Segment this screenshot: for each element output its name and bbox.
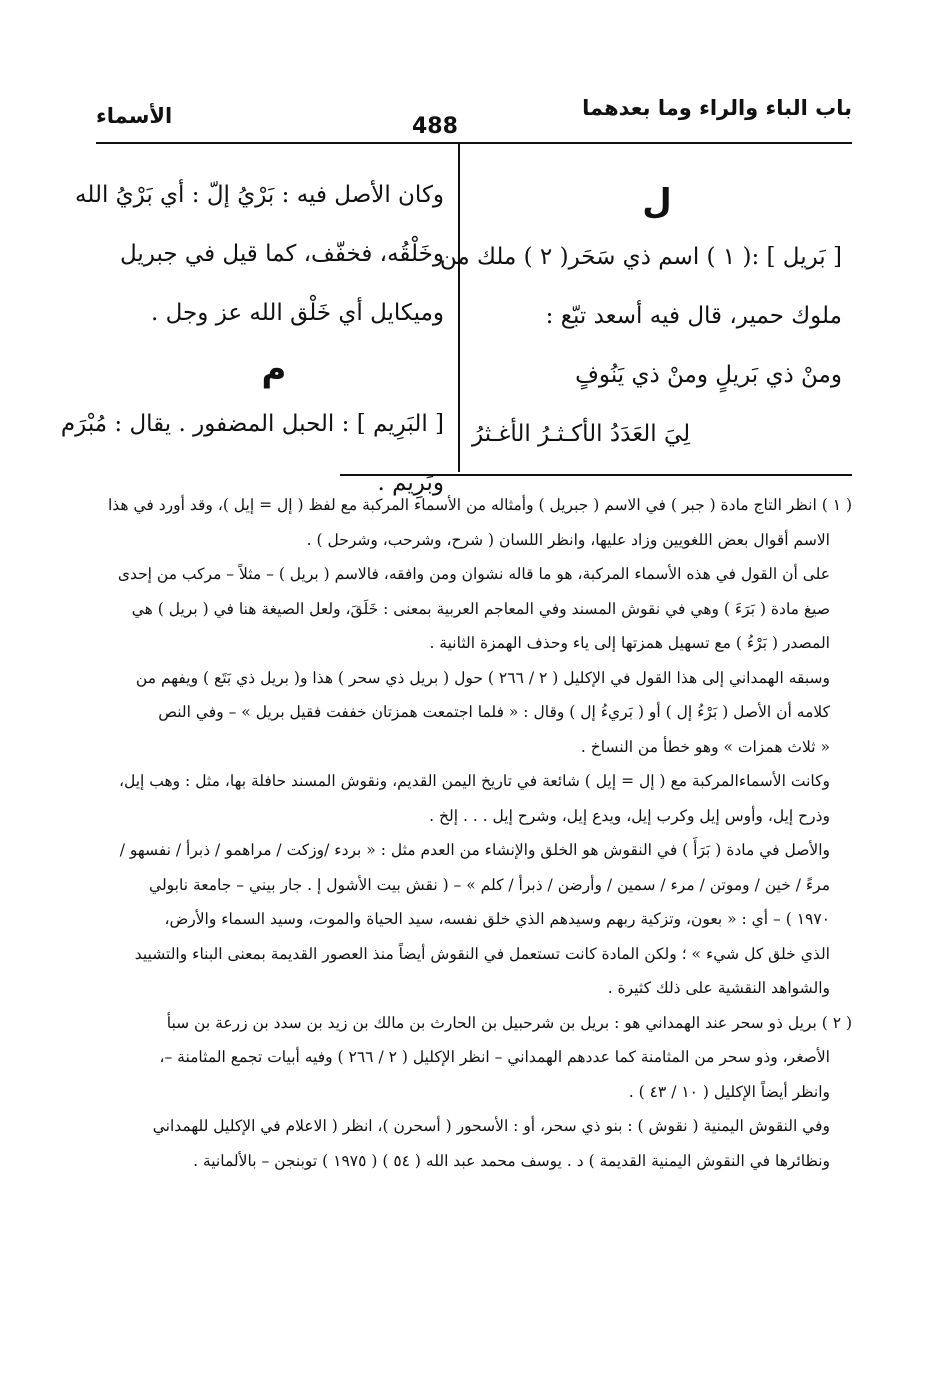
- letter-heading-lam: ل: [642, 182, 672, 222]
- footnote-line: كلامه أن الأصل ( بَرْءُ إل ) أو ( بَريءُ إل ) وقال : « فلما اجتمعت همزتان خففت فقيل بريل » – وفي النص: [158, 703, 830, 721]
- footnote-line: والأصل في مادة ( بَرَأَ ) في النقوش هو الخلق والإنشاء من العدم مثل : « بردء /وزكت / مراهمو / ذبرأ / نفسهو /: [119, 841, 830, 859]
- section-title: باب الباء والراء وما بعدهما: [582, 96, 852, 120]
- footnote-line: وانظر أيضاً الإكليل ( ١٠ / ٤٣ ) .: [628, 1082, 830, 1101]
- footnote-line: وفي النقوش اليمنية ( نقوش ) : بنو ذي سحر، أو : الأسحور ( أسحرن )، انظر ( الاعلام في الإكليل للهمداني: [152, 1117, 830, 1135]
- origin-paragraph-line-2: وخَلْقُه، فخفّف، كما قيل في جبريل: [119, 241, 444, 267]
- origin-paragraph-line-1: وكان الأصل فيه : بَرْيُ إلّ : أي بَرْيُ الله: [75, 182, 444, 208]
- header-rule: [96, 142, 852, 144]
- footnote-line: الأصغر، وذو سحر من المثامنة كما عددهم الهمداني – انظر الإكليل ( ٢ / ٢٦٦ ) وفيه أبيات تجمع المثامنة –،: [159, 1048, 830, 1066]
- entry-bareel-line-1: [ بَريل ] :( ١ ) اسم ذي سَحَر( ٢ ) ملك من: [439, 244, 842, 270]
- footnotes: [96, 488, 852, 1178]
- footnote-line: الذي خلق كل شيء » ؛ ولكن المادة كانت تستعمل في النقوش أيضاً منذ العصور القديمة بمعنى البناء والتشييد: [134, 944, 830, 963]
- entry-bareem-line-1: [ البَرِيم ] : الحبل المضفور . يقال : مُبْرَم: [60, 411, 444, 437]
- origin-paragraph-line-3: وميكايل أي خَلْق الله عز وجل .: [151, 300, 444, 326]
- footnote-line: والشواهد النقشية على ذلك كثيرة .: [607, 979, 830, 997]
- footnote-line: « ثلاث همزات » وهو خطأ من النساخ .: [580, 737, 830, 756]
- footnote-line: وسبقه الهمداني إلى هذا القول في الإكليل ( ٢ / ٢٦٦ ) حول ( بريل ذي سحر ) هذا و( بريل ذي بَتَع ) ويفهم من: [135, 668, 830, 687]
- column-divider: [458, 144, 460, 472]
- footnote-line: مرءً / خين / وموتن / مرء / سمين / وأرضن / ذبرأ / كلم » – ( نقش بيت الأشول إ . جار بيني – جامعة نابولي: [149, 875, 830, 894]
- verse-line-1: ومنْ ذي بَريلٍ ومنْ ذي يَنُوفٍ: [575, 362, 842, 388]
- footnote-line: الاسم أقوال بعض اللغويين وزاد عليها، وانظر اللسان ( شرح، وشرحب، وشرحل ) .: [306, 530, 830, 549]
- footnote-line: المصدر ( بَرْءُ ) مع تسهيل همزتها إلى ياء وحذف الهمزة الثانية .: [429, 634, 830, 652]
- footnote-1: [96, 488, 852, 1006]
- footnote-2: [96, 1006, 852, 1179]
- entry-bareem-line-2: وبَرِيم .: [377, 470, 444, 496]
- page-number: 488: [412, 114, 458, 139]
- footnote-line: ١٩٧٠ ) – أي : « بعون، وتزكية ربهم وسيدهم الذي خلق نفسه، سيد الحياة والموت، وسيد السماء والأرض،: [164, 910, 830, 928]
- verse-line-2: لِيَ العَدَدُ الأكـثـرُ الأغـثرُ: [472, 421, 691, 447]
- entry-bareel-line-2: ملوك حمير، قال فيه أسعد تبّع :: [545, 303, 842, 329]
- footnote-line: ونظائرها في النقوش اليمنية القديمة ) د . يوسف محمد عبد الله ( ٥٤ ) ( ١٩٧٥ ) توبنجن – بالألمانية .: [193, 1151, 830, 1170]
- footnote-line: صيغ مادة ( بَرَءَ ) وهي في نقوش المسند وفي المعاجم العربية بمعنى : خَلَقَ، ولعل الصيغة هنا في ( بريل ) هي: [131, 599, 830, 618]
- footnote-line: على أن القول في هذه الأسماء المركبة، هو ما قاله نشوان ومن وافقه، فالاسم ( بريل ) – مثلاً – مركب من إحدى: [117, 565, 830, 583]
- letter-heading-meem: م: [261, 349, 287, 389]
- footnote-line: ( ١ ) انظر التاج مادة ( جبر ) في الاسم ( جبريل ) وأمثاله من الأسماء المركبة مع لفظ ( إل = إيل )، وقد أورد في هذا: [107, 496, 852, 514]
- footnote-line: وذرح إيل، وأوس إيل وكرب إيل، ويدع إيل، وشرح إيل . . . إلخ .: [429, 806, 830, 825]
- right-column: [439, 176, 842, 464]
- left-column: [60, 166, 444, 513]
- category-title: الأسماء: [96, 104, 173, 128]
- footnote-line: وكانت الأسماءالمركبة مع ( إل = إيل ) شائعة في تاريخ اليمن القديم، ونقوش المسند حافلة بها، مثل : وهب إيل،: [118, 772, 830, 790]
- footnote-line: ( ٢ ) بريل ذو سحر عند الهمداني هو : بريل بن شرحبيل بن الحارث بن مالك بن زيد بن سدد بن زرعة بن سبأ: [166, 1013, 852, 1032]
